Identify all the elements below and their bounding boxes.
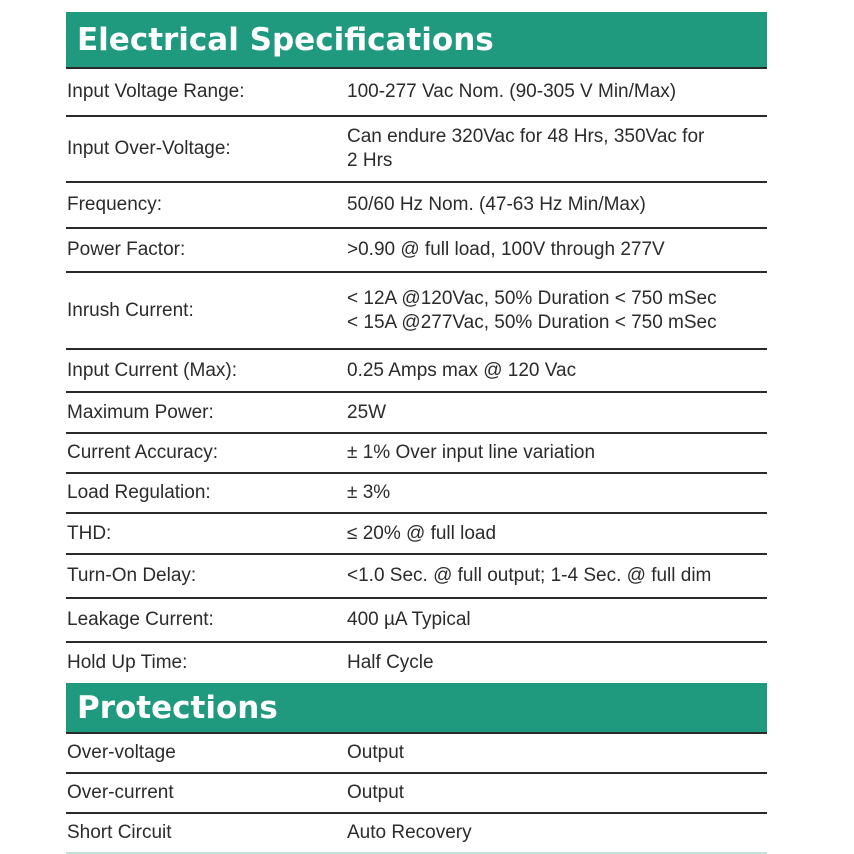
protection-row-short-circuit [66,814,767,852]
protections-title: Protections [77,689,278,726]
protection-row-over-current [66,774,767,814]
spec-value: < 12A @120Vac, 50% Duration < 750 mSec < 15A @277Vac, 50% Duration < 750 mSec [347,287,717,333]
protection-value: Output [347,782,405,803]
protection-label: Over-voltage [67,742,176,763]
spec-label: Power Factor: [67,239,186,260]
protection-value: Auto Recovery [347,822,472,843]
spec-row-maximum-power [66,393,767,434]
spec-value: ± 1% Over input line variation [347,442,596,463]
spec-row-input-voltage-range [66,69,767,117]
spec-value: Can endure 320Vac for 48 Hrs, 350Vac for 2 Hrs [347,126,705,171]
protections-header [66,683,767,734]
protection-label: Over-current [67,782,174,803]
spec-row-input-over-voltage [66,117,767,183]
spec-sheet [66,12,767,854]
electrical-specifications-header [66,12,767,69]
spec-row-thd [66,514,767,555]
spec-label: Inrush Current: [67,299,194,321]
spec-label: Load Regulation: [67,482,211,503]
spec-row-power-factor [66,229,767,273]
spec-label: THD: [67,522,112,544]
spec-label: Turn-On Delay: [67,565,197,586]
spec-label: Frequency: [67,194,163,215]
spec-row-frequency [66,183,767,229]
spec-value: 25W [347,401,387,423]
spec-row-input-current-max [66,350,767,393]
spec-value: ≤ 20% @ full load [347,522,497,544]
spec-value: <1.0 Sec. @ full output; 1-4 Sec. @ full dim [347,565,712,586]
spec-label: Current Accuracy: [67,442,218,463]
spec-row-current-accuracy [66,434,767,474]
spec-label: Maximum Power: [67,401,214,423]
electrical-specifications-title: Electrical Specifications [77,21,494,58]
spec-label: Hold Up Time: [67,652,188,673]
spec-value: Half Cycle [347,652,434,673]
protection-label: Short Circuit [67,822,172,843]
spec-label: Input Over-Voltage: [67,138,231,159]
spec-label: Input Voltage Range: [67,81,245,102]
spec-value: 100-277 Vac Nom. (90-305 V Min/Max) [347,81,677,102]
spec-row-load-regulation [66,474,767,514]
spec-value: 0.25 Amps max @ 120 Vac [347,359,577,381]
spec-value: >0.90 @ full load, 100V through 277V [347,239,665,260]
spec-row-leakage-current [66,599,767,643]
protection-value: Output [347,742,405,763]
spec-row-hold-up-time [66,643,767,683]
spec-value: 50/60 Hz Nom. (47-63 Hz Min/Max) [347,194,646,215]
spec-value: ± 3% [347,482,391,503]
spec-label: Input Current (Max): [67,359,237,381]
spec-label: Leakage Current: [67,609,214,630]
spec-row-inrush-current [66,273,767,350]
protection-row-over-voltage [66,734,767,774]
spec-value: 400 µA Typical [347,609,471,630]
spec-row-turn-on-delay [66,555,767,599]
